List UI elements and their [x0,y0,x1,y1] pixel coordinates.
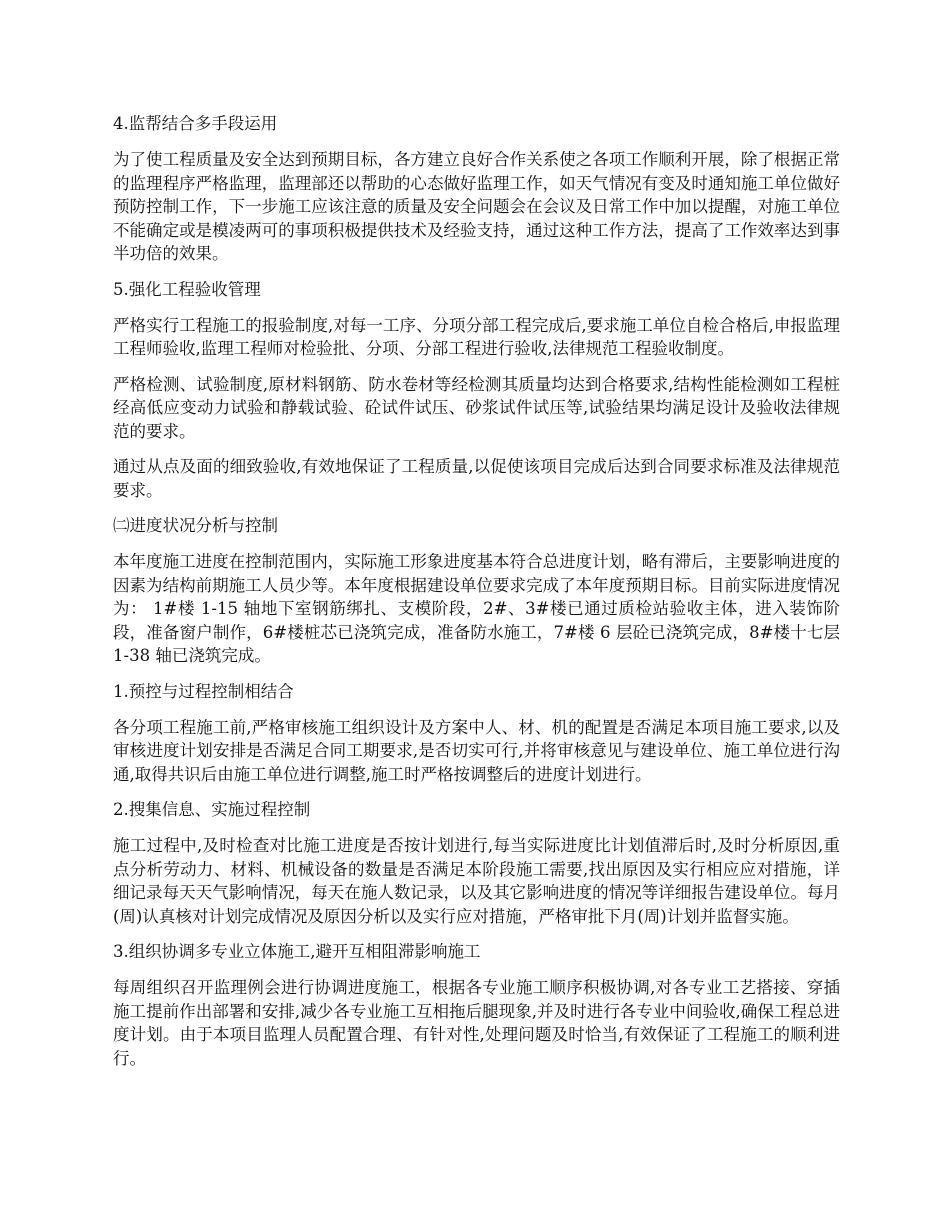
paragraph-coordination: 每周组织召开监理例会进行协调进度施工，根据各专业施工顺序积极协调,对各专业工艺搭接、穿插施工提前作出部署和安排,减少各专业施工互相拖后腿现象,并及时进行各专业中间验收,确保工程总进度计划。由于本项目监理人员配置合理、有针对性,处理问题及时恰当,有效保证了工程施工的顺利进行。 [113,978,840,1068]
heading-5-acceptance-management: 5.强化工程验收管理 [113,279,261,299]
paragraph-testing-system: 严格检测、试验制度,原材料钢筋、防水卷材等经检测其质量均达到合格要求,结构性能检测如工程桩经高低应变动力试验和静载试验、砼试件试压、砂浆试件试压等,试验结果均满足设计及验收法律规范的要求。 [113,374,840,441]
heading-1-pre-control: 1.预控与过程控制相结合 [113,681,294,701]
paragraph-acceptance-system: 严格实行工程施工的报验制度,对每一工序、分项分部工程完成后,要求施工单位自检合格后,申报监理工程师验收,监理工程师对检验批、分项、分部工程进行验收,法律规范工程验收制度。 [113,315,840,358]
heading-3-coordination: 3.组织协调多专业立体施工,避开互相阻滞影响施工 [113,942,481,961]
heading-progress-analysis: ㈡进度状况分析与控制 [113,516,278,535]
heading-2-information-collection: 2.搜集信息、实施过程控制 [113,800,311,819]
paragraph-information-collection: 施工过程中,及时检查对比施工进度是否按计划进行,每当实际进度比计划值滞后时,及时分析原因,重点分析劳动力、材料、机械设备的数量是否满足本阶段施工需要,找出原因及实行相应应对措施，详细记录每天天气影响情况，每天在施人数记录，以及其它影响进度的情况等详细报告建设单位。每月(周)认真核对计划完成情况及原因分析以及实行应对措施，严格审批下月(周)计划并监督实施。 [113,836,840,926]
paragraph-supervision-methods: 为了使工程质量及安全达到预期目标，各方建立良好合作关系使之各项工作顺利开展，除了根据正常的监理程序严格监理，监理部还以帮助的心态做好监理工作，如天气情况有变及时通知施工单位做好预防控制工作，下一步施工应该注意的质量及安全问题会在会议及日常工作中加以提醒，对施工单位不能确定或是模凌两可的事项积极提供技术及经验支持，通过这种工作方法，提高了工作效率达到事半功倍的效果。 [113,150,840,263]
heading-4-supervision-methods: 4.监帮结合多手段运用 [113,114,278,133]
paragraph-pre-control: 各分项工程施工前,严格审核施工组织设计及方案中人、材、机的配置是否满足本项目施工要求,以及审核进度计划安排是否满足合同工期要求,是否切实可行,并将审核意见与建设单位、施工单位进行沟通,取得共识后由施工单位进行调整,施工时严格按调整后的进度计划进行。 [113,717,840,784]
paragraph-acceptance-result: 通过从点及面的细致验收,有效地保证了工程质量,以促使该项目完成后达到合同要求标准及法律规范要求。 [113,457,840,500]
paragraph-progress-status: 本年度施工进度在控制范围内，实际施工形象进度基本符合总进度计划，略有滞后，主要影响进度的因素为结构前期施工人员少等。本年度根据建设单位要求完成了本年度预期目标。目前实际进度情况为： 1#楼 1-15 轴地下室钢筋绑扎、支模阶段，2#、3#楼已通过质检站验收主体，进入装饰阶段，准备窗户制作，6#楼桩芯已浇筑完成，准备防水施工，7#楼 6 层砼已浇筑完成，8#楼十七层 1-38 轴已浇筑完成。 [113,552,840,665]
